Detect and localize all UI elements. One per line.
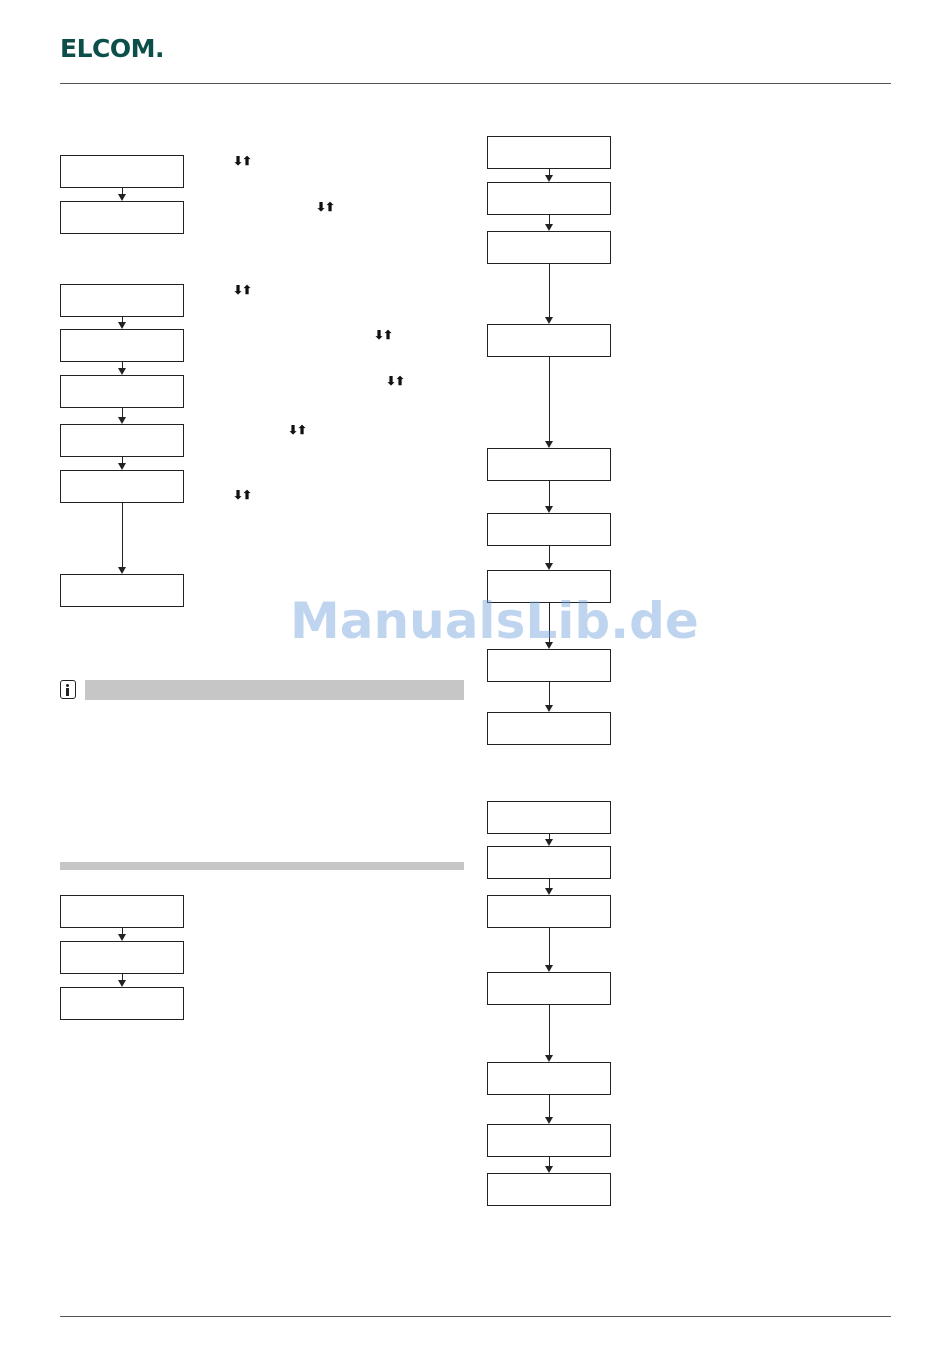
flow-arrowhead <box>118 417 126 424</box>
flow-arrowhead <box>545 1055 553 1062</box>
flow-line <box>549 215 550 224</box>
display-hauptmenue-rufziele <box>60 284 184 317</box>
display-tuerruf-aktiviert <box>487 182 611 215</box>
display-internruf-aktiviert <box>487 846 611 879</box>
flow-arrowhead <box>545 506 553 513</box>
display-internruf-sprechdauer <box>487 1062 611 1095</box>
flow-line <box>549 481 550 506</box>
flow-arrowhead <box>545 1166 553 1173</box>
flow-line <box>549 264 550 317</box>
arrow-keys-icon: ⬇⬆ <box>233 283 252 297</box>
arrow-keys-icon: ⬇⬆ <box>374 328 393 342</box>
arrow-keys-icon: ⬇⬆ <box>288 423 307 437</box>
flow-arrowhead <box>118 934 126 941</box>
flow-arrowhead <box>118 194 126 201</box>
display-tuerruf-sprechdauer <box>487 448 611 481</box>
flow-line <box>549 1095 550 1117</box>
arrow-keys-icon: ⬇⬆ <box>233 154 252 168</box>
flow-arrowhead <box>545 563 553 570</box>
display-etagenruf-aktiviert <box>60 941 184 974</box>
watermark-text: ManualsLib.de <box>290 592 699 650</box>
display-language-deutsch <box>60 201 184 234</box>
elcom-logo: ELCOM. <box>60 34 164 63</box>
flow-arrowhead <box>545 441 553 448</box>
flow-arrowhead <box>545 965 553 972</box>
display-einstellungen-internruf <box>487 801 611 834</box>
flow-line <box>549 682 550 705</box>
footer-divider <box>60 1316 891 1317</box>
display-hauptmenue-language <box>60 155 184 188</box>
arrow-keys-icon: ⬇⬆ <box>316 200 335 214</box>
display-tuerruf-rufdauer <box>487 324 611 357</box>
arrow-keys-icon: ⬇⬆ <box>386 374 405 388</box>
display-tuerruf-hoeren <box>487 649 611 682</box>
flow-arrowhead <box>545 224 553 231</box>
flow-arrowhead <box>118 463 126 470</box>
display-tuerruf-ansage <box>487 231 611 264</box>
flow-arrowhead <box>118 567 126 574</box>
display-rufnummer-1 <box>60 470 184 503</box>
flow-arrowhead <box>545 705 553 712</box>
flow-arrowhead <box>545 175 553 182</box>
info-header-bar <box>85 680 464 700</box>
display-line-1 <box>63 1019 181 1020</box>
display-line-1 <box>490 1205 608 1206</box>
display-einstellungen-tuerruf <box>487 136 611 169</box>
flow-line <box>549 879 550 888</box>
flow-arrowhead <box>545 888 553 895</box>
flow-arrowhead <box>118 322 126 329</box>
display-rufziel-0-0 <box>60 329 184 362</box>
flow-line <box>549 1157 550 1166</box>
flow-arrowhead <box>545 839 553 846</box>
display-internruf-sprechen <box>487 1173 611 1206</box>
display-internruf-ansage <box>487 895 611 928</box>
flow-arrowhead <box>545 1117 553 1124</box>
display-rufnummer-2 <box>60 574 184 607</box>
display-rufziel-0-1 <box>60 375 184 408</box>
flow-arrowhead <box>118 368 126 375</box>
display-internruf-hoeren <box>487 1124 611 1157</box>
display-tuerruf-sprechen <box>487 712 611 745</box>
arrow-keys-icon: ⬇⬆ <box>233 488 252 502</box>
display-tln-adr-aktiviert <box>60 424 184 457</box>
flow-line <box>549 357 550 441</box>
display-line-1 <box>63 233 181 234</box>
flow-line <box>549 1005 550 1055</box>
display-internruf-rufdauer <box>487 972 611 1005</box>
display-line-1 <box>490 744 608 745</box>
flow-line <box>122 408 123 417</box>
flow-line <box>122 503 123 567</box>
display-etagenruf-rufdauer <box>60 987 184 1020</box>
display-line-1 <box>63 606 181 607</box>
flow-arrowhead <box>545 317 553 324</box>
header-divider <box>60 83 891 84</box>
display-tuer-filter-deaktiviert <box>487 513 611 546</box>
flow-line <box>549 546 550 563</box>
section-divider-bar <box>60 862 464 870</box>
display-einstellungen-etagenruf <box>60 895 184 928</box>
info-icon <box>60 680 76 699</box>
flow-line <box>549 928 550 965</box>
flow-arrowhead <box>118 980 126 987</box>
